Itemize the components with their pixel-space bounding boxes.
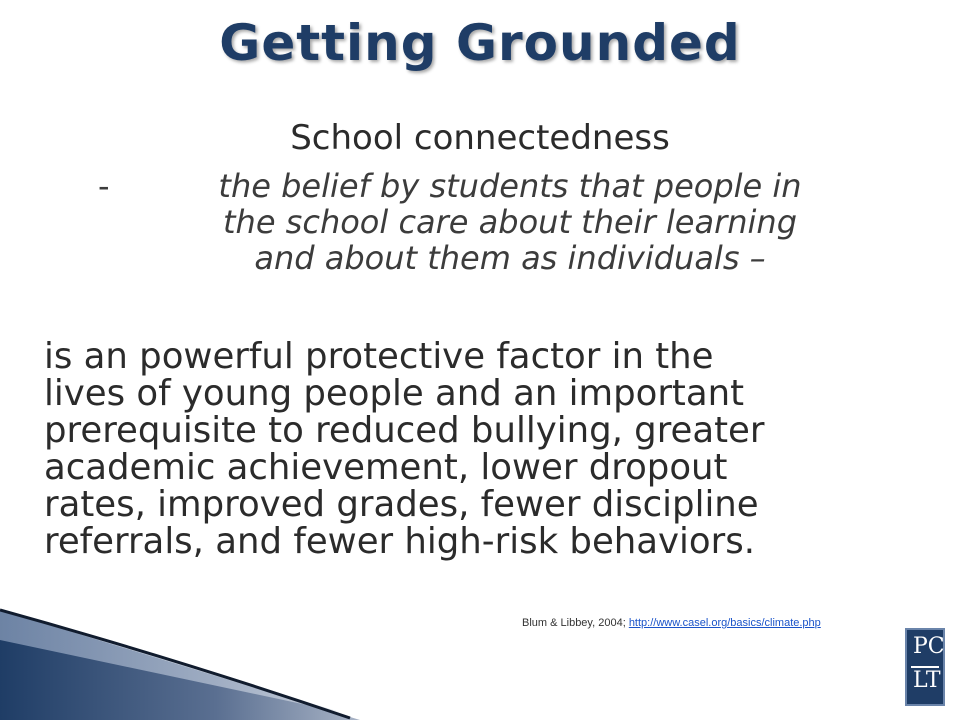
citation bbox=[522, 617, 821, 629]
definition-line: and about them as individuals – bbox=[254, 239, 766, 277]
body-line: is an powerful protective factor in the bbox=[44, 336, 714, 377]
decorative-swoosh bbox=[0, 600, 360, 720]
body-line: lives of young people and an important bbox=[44, 373, 745, 414]
slide-title: Getting Grounded bbox=[219, 14, 741, 72]
definition-dash: - bbox=[98, 167, 110, 205]
citation-link[interactable]: http://www.casel.org/basics/climate.php bbox=[628, 617, 821, 629]
definition-block bbox=[98, 167, 870, 277]
definition-line: the belief by students that people in bbox=[218, 167, 802, 205]
body-paragraph bbox=[44, 338, 924, 560]
logo-letters-top: PC bbox=[913, 634, 945, 659]
definition-line: the school care about their learning bbox=[222, 203, 797, 241]
body-line: referrals, and fewer high-risk behaviors. bbox=[44, 521, 756, 562]
citation-text: Blum & Libbey, 2004; bbox=[522, 617, 629, 629]
organization-logo bbox=[905, 628, 945, 706]
body-line: prerequisite to reduced bullying, greater bbox=[44, 410, 765, 451]
logo-letters-bottom: LT bbox=[913, 668, 941, 693]
slide-subtitle: School connectedness bbox=[290, 118, 670, 158]
body-line: academic achievement, lower dropout bbox=[44, 447, 728, 488]
body-line: rates, improved grades, fewer discipline bbox=[44, 484, 759, 525]
